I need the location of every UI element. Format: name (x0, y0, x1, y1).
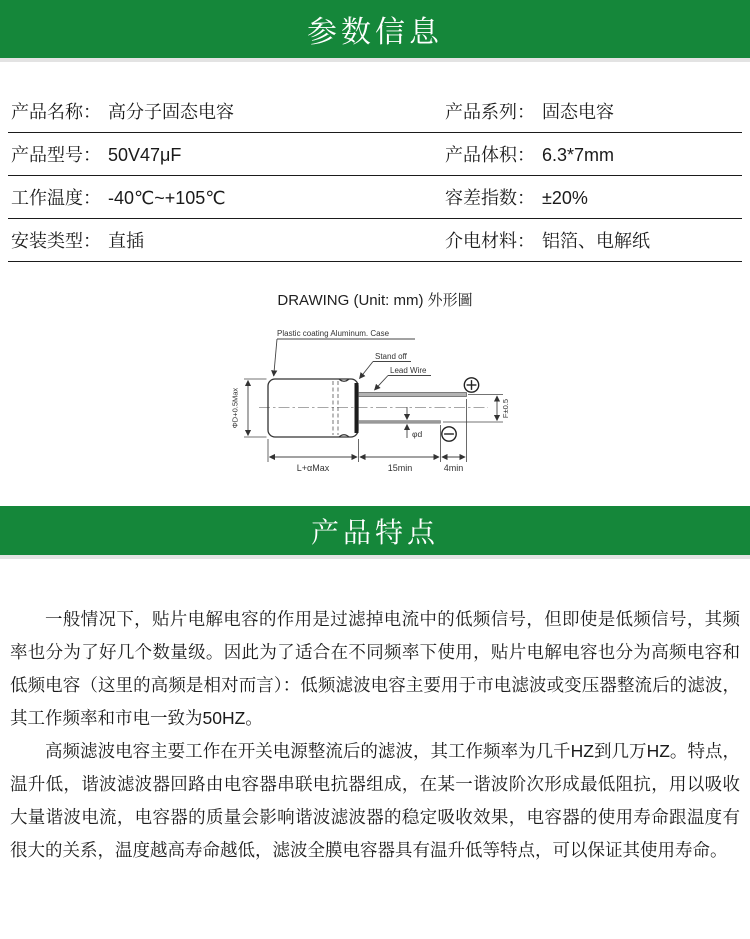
table-row (8, 219, 742, 262)
spec-mount-type (8, 227, 445, 253)
parameter-info-banner (0, 0, 750, 62)
lead-diameter-label: φd (412, 429, 423, 439)
features-paragraph-2: 高频滤波电容主要工作在开关电源整流后的滤波，其工作频率为几千HZ到几万HZ。特点，温升低，谐波滤波器回路由电容器串联电抗器组成，在某一谐波阶次形成最低阻抗，用以吸收大量谐波电流，电容器的质量会影响谐波滤波器的稳定吸收效果，电容器的使用寿命跟温度有很大的关系，温度越高寿命越低，滤波全膜电容器具有温升低等特点，可以保证其使用寿命。 (10, 741, 740, 860)
table-row (8, 133, 742, 176)
case-leader-arrow (274, 339, 277, 376)
spec-label: 产品系列： (445, 102, 535, 122)
product-features-title: 产品特点 (310, 516, 439, 548)
spec-label: 产品体积： (445, 145, 535, 165)
spec-label: 产品名称： (11, 102, 101, 122)
pitch-dim-label: F±0.5 (501, 398, 510, 419)
spec-tolerance (445, 184, 742, 210)
stand-off-label: Stand off (375, 352, 407, 361)
features-paragraph-1: 一般情况下，贴片电解电容的作用是过滤掉电流中的低频信号，但即使是低频信号，其频率也分为了好几个数量级。因此为了适合在不同频率下使用，贴片电解电容也分为高频电容和低频电容（这里的高频是相对而言）：低频滤波电容主要用于市电滤波或变压器整流后的滤波，其工作频率和市电一致为50HZ。 (10, 609, 740, 728)
capacitor-drawing-svg (225, 317, 525, 485)
spec-product-name (8, 98, 445, 124)
spec-value: 直插 (108, 231, 144, 251)
spec-dielectric-material (445, 227, 742, 253)
spec-table (8, 90, 742, 262)
capacitor-body (268, 379, 358, 437)
spec-value: 高分子固态电容 (108, 102, 234, 122)
body-length-label: L+αMax (296, 463, 330, 473)
spec-operating-temp (8, 184, 445, 210)
table-row (8, 90, 742, 133)
spec-label: 产品型号： (11, 145, 101, 165)
product-features-banner (0, 506, 750, 559)
stand-off-leader-arrow (360, 362, 374, 379)
product-features-text (0, 603, 750, 901)
lead-wire-leader-arrow (375, 376, 389, 391)
spec-value: ±20% (542, 188, 588, 208)
parameter-info-title: 参数信息 (307, 16, 443, 49)
spec-product-model (8, 141, 445, 167)
spec-value: 铝箔、电解纸 (542, 231, 650, 251)
spec-value: -40℃~+105℃ (108, 188, 226, 208)
spec-value: 6.3*7mm (542, 145, 615, 165)
case-label: Plastic coating Aluminum. Case (277, 329, 390, 338)
drawing-title: DRAWING (Unit: mm) 外形圖 (277, 292, 473, 309)
lead-wire-positive (359, 393, 467, 397)
spec-product-size (445, 141, 742, 167)
spec-value: 50V47μF (108, 145, 182, 165)
lead-tip-label: 4min (443, 463, 464, 473)
spec-value: 固态电容 (542, 102, 614, 122)
spec-label: 安装类型： (11, 231, 101, 251)
lead-length-label: 15min (387, 463, 413, 473)
lead-wire-negative (359, 421, 441, 424)
polarity-plus-icon (464, 378, 478, 392)
stand-off-plate (355, 383, 359, 433)
spec-label: 介电材料： (445, 231, 535, 251)
polarity-minus-icon (442, 427, 456, 441)
table-row (8, 176, 742, 219)
capacitor-dimension-drawing (0, 317, 750, 485)
spec-product-series (445, 98, 742, 124)
spec-label: 容差指数： (445, 188, 535, 208)
spec-label: 工作温度： (11, 188, 101, 208)
lead-wire-label: Lead Wire (390, 366, 427, 375)
diameter-dim-label: ΦD+0.5Max (230, 387, 240, 429)
